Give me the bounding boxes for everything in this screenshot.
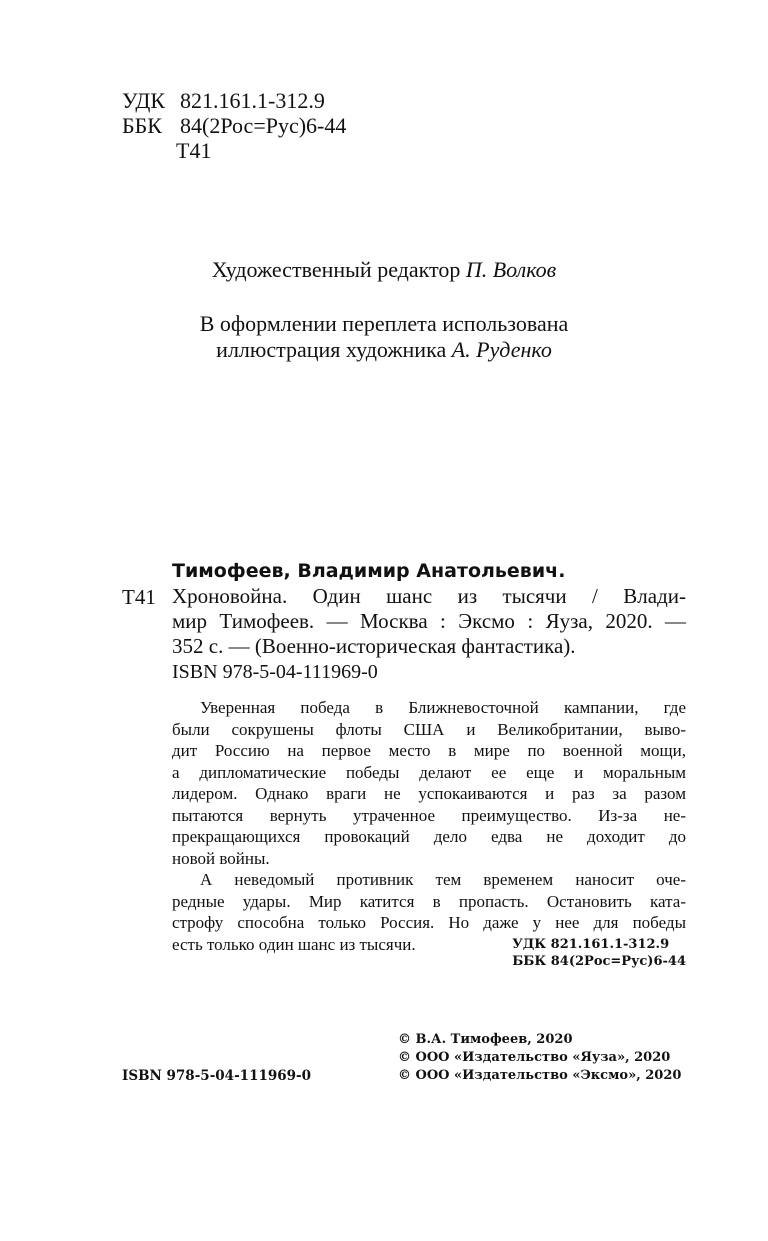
copyright-line: © В.А. Тимофеев, 2020 (398, 1032, 573, 1047)
udk-label: УДК (122, 88, 166, 113)
udk-code: УДК 821.161.1-312.9 (512, 937, 670, 952)
annotation-line: новой войны. (172, 848, 270, 868)
description-line: мир Тимофеев. — Москва : Эксмо : Яуза, 2020. — (172, 609, 686, 633)
annotation-line: а дипломатические победы делают ее еще и моральным (172, 762, 686, 782)
annotation-line: прекращающихся провокаций дело едва не доходит до (172, 827, 686, 846)
annotation (172, 697, 686, 955)
bbk-label: ББК (122, 113, 162, 138)
cover-credit-text: иллюстрация художника (216, 337, 452, 362)
annotation-line: были сокрушены флоты США и Великобритании, выво- (172, 719, 686, 739)
footer-isbn: ISBN 978-5-04-111969-0 (122, 1068, 312, 1084)
author-mark: Т41 (176, 138, 212, 163)
annotation-line: пытаются вернуть утраченное преимущество. Из-за не- (172, 805, 686, 825)
illustrator-name: А. Руденко (451, 337, 552, 362)
copyright-line: © ООО «Издательство «Эксмо», 2020 (398, 1068, 682, 1083)
copyright-block (398, 1031, 681, 1085)
annotation-line: дит Россию на первое место в мире по военной мощи, (172, 741, 686, 760)
art-editor-name: П. Волков (465, 257, 557, 282)
udk-row (122, 88, 346, 113)
bbk-code: ББК 84(2Рос=Рус)6-44 (512, 954, 686, 969)
annotation-line: А неведомый противник тем временем наносит оче- (200, 870, 686, 889)
udk-value: 821.161.1-312.9 (180, 88, 325, 113)
bbk-row (122, 113, 346, 138)
record-mark: Т41 (122, 585, 156, 609)
bbk-value: 84(2Рос=Рус)6-44 (180, 113, 347, 138)
record-isbn: ISBN 978-5-04-111969-0 (172, 661, 378, 683)
copyright-line: © ООО «Издательство «Яуза», 2020 (398, 1050, 671, 1065)
cover-credit-line-1: В оформлении переплета использована (199, 311, 569, 336)
bibliographic-description (172, 584, 686, 659)
cover-credit-line-2 (0, 337, 768, 363)
annotation-line: есть только один шанс из тысячи. (172, 934, 416, 954)
classification-codes (512, 936, 686, 970)
art-editor-credit (0, 257, 768, 283)
annotation-line: редные удары. Мир катится в пропасть. Остановить ката- (172, 891, 686, 911)
annotation-line: лидером. Однако враги не успокаиваются и раз за разом (172, 784, 686, 803)
description-line: 352 с. — (Военно-историческая фантастика). (172, 634, 576, 658)
art-editor-text: Художественный редактор (211, 257, 466, 282)
annotation-line: строфу способна только Россия. Но даже у нее для победы (172, 913, 686, 932)
annotation-line: Уверенная победа в Ближневосточной кампании, где (200, 698, 686, 717)
description-line: Хроновойна. Один шанс из тысячи / Влади- (172, 584, 686, 608)
author-heading: Тимофеев, Владимир Анатольевич. (172, 560, 566, 582)
classification-header (122, 88, 346, 163)
